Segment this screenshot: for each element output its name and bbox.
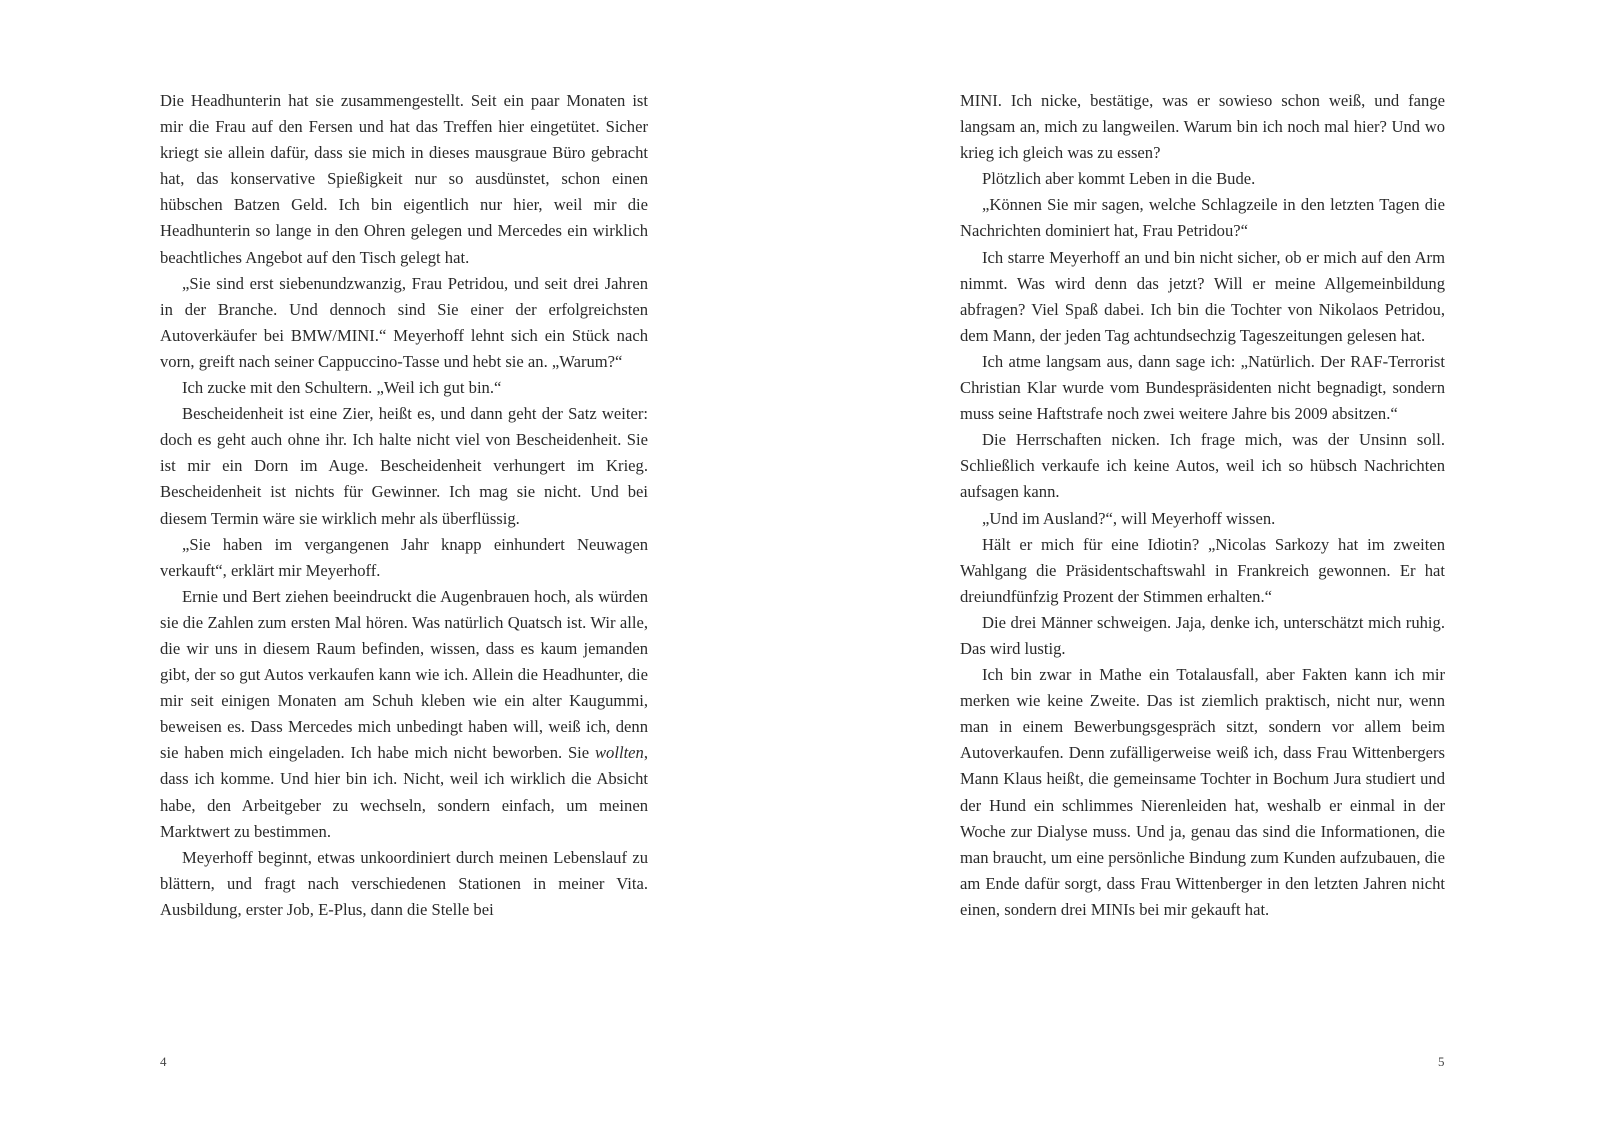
emphasis: wollten: [594, 743, 644, 763]
paragraph: Ich atme langsam aus, dann sage ich: „Natürlich. Der RAF-Terrorist Christian Klar wurde vom Bundespräsidenten nicht begnadigt, sondern muss seine Haftstrafe noch zwei weitere Jahre bis 2009 absitzen.“: [960, 351, 1445, 424]
paragraph: Meyerhoff beginnt, etwas unkoordiniert durch meinen Lebenslauf zu blättern, und fragt nach verschiedenen Stationen in meiner Vita. Ausbildung, erster Job, E-Plus, dann die Stelle bei: [160, 847, 648, 919]
right-page: [800, 0, 1600, 1131]
paragraph: Hält er mich für eine Idiotin? „Nicolas Sarkozy hat im zweiten Wahlgang die Präsidentschaftswahl in Frankreich gewonnen. Er hat dreiundfünfzig Prozent der Stimmen erhalten.“: [960, 534, 1445, 606]
paragraph-text: Ernie und Bert ziehen beeindruckt die Augenbrauen hoch, als würden sie die Zahlen zum ersten Mal hören. Was natürlich Quatsch ist. Wir alle, die wir uns in diesem Raum befinden, wissen, dass es kaum jemanden gibt, der so gut Autos verkaufen kann wie ich. Allein die Headhunter, die mir seit einigen Monaten am Schuh kleben wie ein alter Kaugummi, beweisen es. Dass Mercedes mich unbedingt haben will, weiß ich, denn sie haben mich eingeladen. Ich habe mich nicht beworben. Sie: [160, 586, 648, 763]
paragraph: Die Headhunterin hat sie zusammengestellt. Seit ein paar Monaten ist mir die Frau auf den Fersen und hat das Treffen hier eingetütet. Sicher kriegt sie allein dafür, dass sie mich in dieses mausgraue Büro gebracht hat, das konservative Spießigkeit nur so ausdünstet, schon einen hübschen Batzen Geld. Ich bin eigentlich nur hier, weil mir die Headhunterin so lange in den Ohren gelegen und Mercedes ein wirklich beachtliches Angebot auf den Tisch gelegt hat.: [160, 91, 648, 267]
paragraph-text: , dass ich komme. Und hier bin ich. Nicht, weil ich wirklich die Absicht habe, den Arbeitgeber zu wechseln, sondern einfach, um meinen Marktwert zu bestimmen.: [160, 743, 648, 841]
paragraph: „Und im Ausland?“, will Meyerhoff wissen.: [982, 508, 1276, 528]
page-number: 4: [160, 1054, 167, 1069]
paragraph: Die drei Männer schweigen. Jaja, denke ich, unterschätzt mich ruhig. Das wird lustig.: [960, 612, 1445, 658]
paragraph: „Sie haben im vergangenen Jahr knapp einhundert Neuwagen verkauft“, erklärt mir Meyerhoff.: [160, 534, 648, 580]
left-page-text: [160, 88, 648, 923]
paragraph: Plötzlich aber kommt Leben in die Bude.: [982, 169, 1256, 189]
paragraph: „Können Sie mir sagen, welche Schlagzeile in den letzten Tagen die Nachrichten dominiert hat, Frau Petridou?“: [960, 195, 1445, 241]
paragraph: Die Herrschaften nicken. Ich frage mich, was der Unsinn soll. Schließlich verkaufe ich keine Autos, weil ich so hübsch Nachrichten aufsagen kann.: [960, 430, 1445, 502]
paragraph: Ich zucke mit den Schultern. „Weil ich gut bin.“: [182, 378, 502, 398]
paragraph: [160, 584, 648, 845]
paragraph: Ich bin zwar in Mathe ein Totalausfall, aber Fakten kann ich mir merken wie keine Zweite. Das ist ziemlich praktisch, nicht nur, wenn man in einem Bewerbungsgespräch sitzt, sondern vor allem beim Autoverkaufen. Denn zufälligerweise weiß ich, dass Frau Wittenbergers Mann Klaus heißt, die gemeinsame Tochter in Bochum Jura studiert und der Hund ein schlimmes Nierenleiden hat, weshalb er einmal in der Woche zur Dialyse muss. Und ja, genau das sind die Informationen, die man braucht, um eine persönliche Bindung zum Kunden aufzubauen, die am Ende dafür sorgt, dass Frau Wittenberger in den letzten Jahren nicht einen, sondern drei MINIs bei mir gekauft hat.: [960, 665, 1445, 919]
paragraph: „Sie sind erst siebenundzwanzig, Frau Petridou, und seit drei Jahren in der Branche. Und dennoch sind Sie einer der erfolgreichsten Autoverkäufer bei BMW/MINI.“ Meyerhoff lehnt sich ein Stück nach vorn, greift nach seiner Cappuccino-Tasse und hebt sie an. „Warum?“: [160, 273, 648, 371]
page-number: 5: [1438, 1054, 1445, 1069]
paragraph: Ich starre Meyerhoff an und bin nicht sicher, ob er mich auf den Arm nimmt. Was wird denn das jetzt? Will er meine Allgemeinbildung abfragen? Viel Spaß dabei. Ich bin die Tochter von Nikolaos Petridou, dem Mann, der jeden Tag achtundsechzig Tageszeitungen gelesen hat.: [960, 247, 1445, 345]
paragraph: MINI. Ich nicke, bestätige, was er sowieso schon weiß, und fange langsam an, mich zu langweilen. Warum bin ich noch mal hier? Und wo krieg ich gleich was zu essen?: [960, 91, 1445, 163]
paragraph: Bescheidenheit ist eine Zier, heißt es, und dann geht der Satz weiter: doch es geht auch ohne ihr. Ich halte nicht viel von Bescheidenheit. Sie ist mir ein Dorn im Auge. Bescheidenheit verhungert im Krieg. Bescheidenheit ist nichts für Gewinner. Ich mag sie nicht. Und bei diesem Termin wäre sie wirklich mehr als überflüssig.: [160, 404, 648, 528]
right-page-text: [960, 88, 1445, 923]
